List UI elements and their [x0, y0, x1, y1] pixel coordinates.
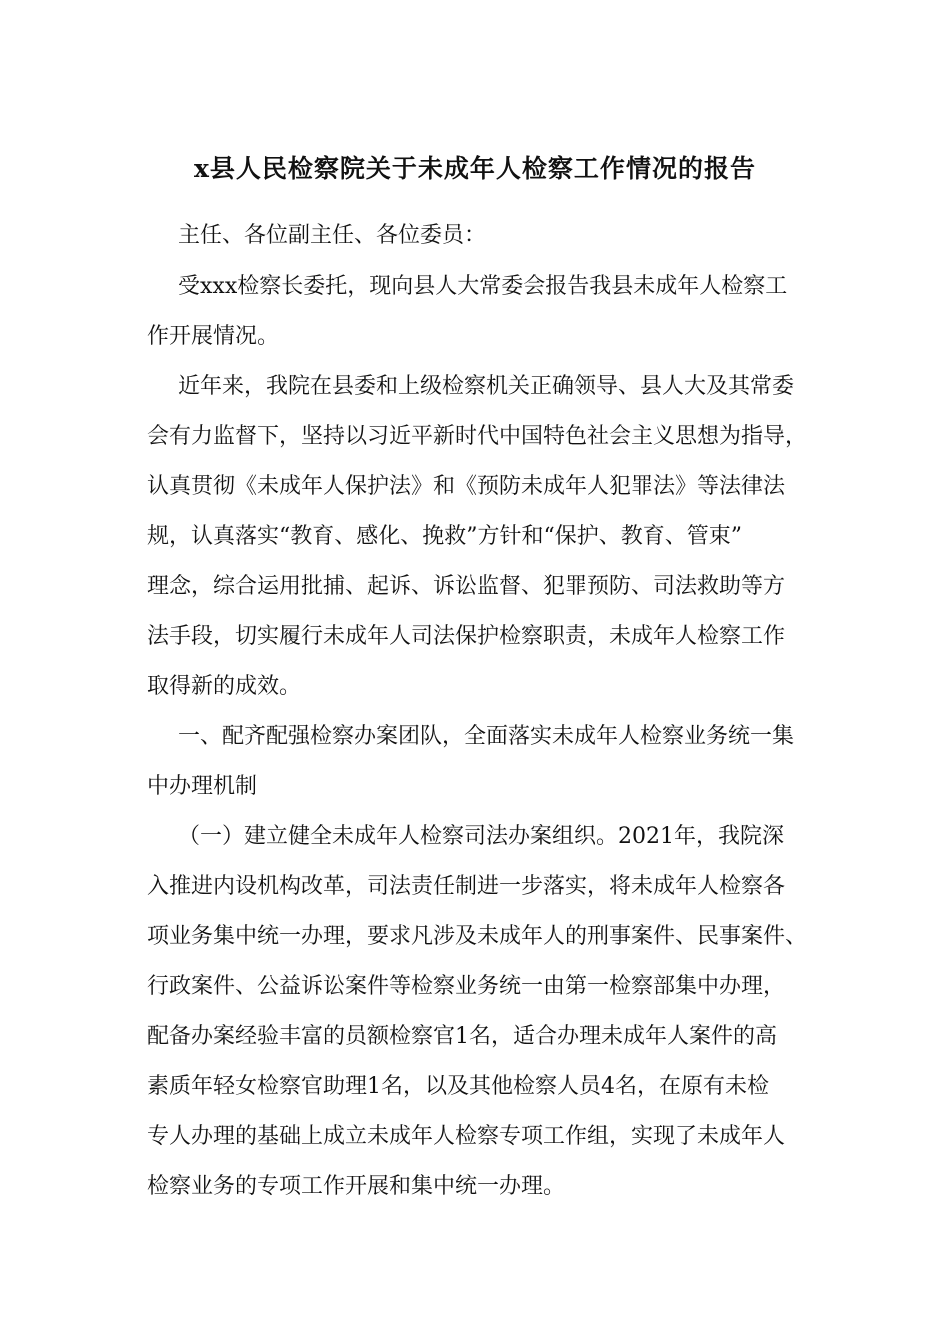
paragraph-line: 入推进内设机构改革，司法责任制进一步落实，将未成年人检察各 — [147, 874, 786, 899]
paragraph-line: 作开展情况。 — [147, 324, 280, 349]
section-heading-line: 一、配齐配强检察办案团队，全面落实未成年人检察业务统一集 — [178, 724, 795, 749]
salutation-line: 主任、各位副主任、各位委员： — [178, 223, 487, 248]
paragraph-line: 法手段，切实履行未成年人司法保护检察职责，未成年人检察工作 — [147, 624, 786, 649]
section-heading-line: 中办理机制 — [147, 774, 258, 799]
paragraph-line: 规，认真落实“教育、感化、挽救”方针和“保护、教育、管束” — [147, 524, 742, 549]
paragraph-line: 项业务集中统一办理，要求凡涉及未成年人的刑事案件、民事案件、 — [147, 924, 808, 949]
paragraph-line: 专人办理的基础上成立未成年人检察专项工作组，实现了未成年人 — [147, 1124, 786, 1149]
paragraph-line: 检察业务的专项工作开展和集中统一办理。 — [147, 1174, 566, 1199]
paragraph-line: 取得新的成效。 — [147, 674, 302, 699]
paragraph-line: 素质年轻女检察官助理1名，以及其他检察人员4名，在原有未检 — [147, 1074, 769, 1099]
paragraph-line: 近年来，我院在县委和上级检察机关正确领导、县人大及其常委 — [178, 374, 795, 399]
document-title: x县人民检察院关于未成年人检察工作情况的报告 — [194, 154, 756, 183]
paragraph-line: 会有力监督下，坚持以习近平新时代中国特色社会主义思想为指导， — [147, 424, 808, 449]
paragraph-line: 行政案件、公益诉讼案件等检察业务统一由第一检察部集中办理， — [147, 974, 786, 999]
paragraph-line: 认真贯彻《未成年人保护法》和《预防未成年人犯罪法》等法律法 — [147, 474, 786, 499]
paragraph-line: 受xxx检察长委托，现向县人大常委会报告我县未成年人检察工 — [178, 274, 788, 299]
paragraph-line: 理念，综合运用批捕、起诉、诉讼监督、犯罪预防、司法救助等方 — [147, 574, 786, 599]
paragraph-line: 配备办案经验丰富的员额检察官1名，适合办理未成年人案件的高 — [147, 1024, 777, 1049]
paragraph-line: （一）建立健全未成年人检察司法办案组织。2021年，我院深 — [178, 824, 784, 849]
